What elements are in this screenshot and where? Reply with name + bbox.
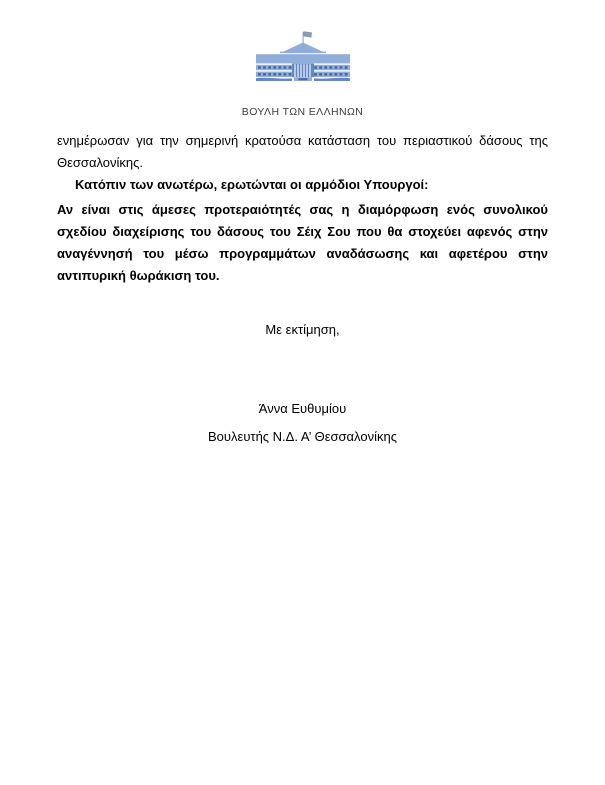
flag-pole [302,32,303,44]
question-intro: Κατόπιν των ανωτέρω, ερωτώνται οι αρμόδιοι Υπουργοί: [75,177,429,192]
signatory-name: Άννα Ευθυμίου [258,401,347,416]
pediment [282,43,323,53]
entrance-plaque [298,78,307,80]
base-left [256,78,292,81]
signatory-title: Βουλευτής Ν.Δ. Α’ Θεσσαλονίκης [208,429,397,444]
closing-salutation: Με εκτίμηση, [265,322,340,337]
base-right [314,78,350,81]
document-body [57,130,548,287]
flag [303,31,312,37]
parliament-building-icon [256,29,350,81]
question-paragraph: Αν είναι στις άμεσες προτεραιότητές σας η διαμόρφωση ενός συνολικού σχεδίου διαχείρισης του δάσους του Σέιχ Σου που θα στοχεύει αφενός στην αναγέννησή του μέσω προγραμμάτων αναδάσωσης και αφετέρου στην αντιπυρική θωράκιση του. [57,202,548,283]
continuation-paragraph: ενημέρωσαν για την σημερινή κρατούσα κατάσταση του περιαστικού δάσους της Θεσσαλονίκης. [57,133,548,170]
upper-facade [256,54,350,63]
parliament-logo [256,29,350,81]
org-name: ΒΟΥΛΗ ΤΩΝ ΕΛΛΗΝΩΝ [241,106,364,118]
